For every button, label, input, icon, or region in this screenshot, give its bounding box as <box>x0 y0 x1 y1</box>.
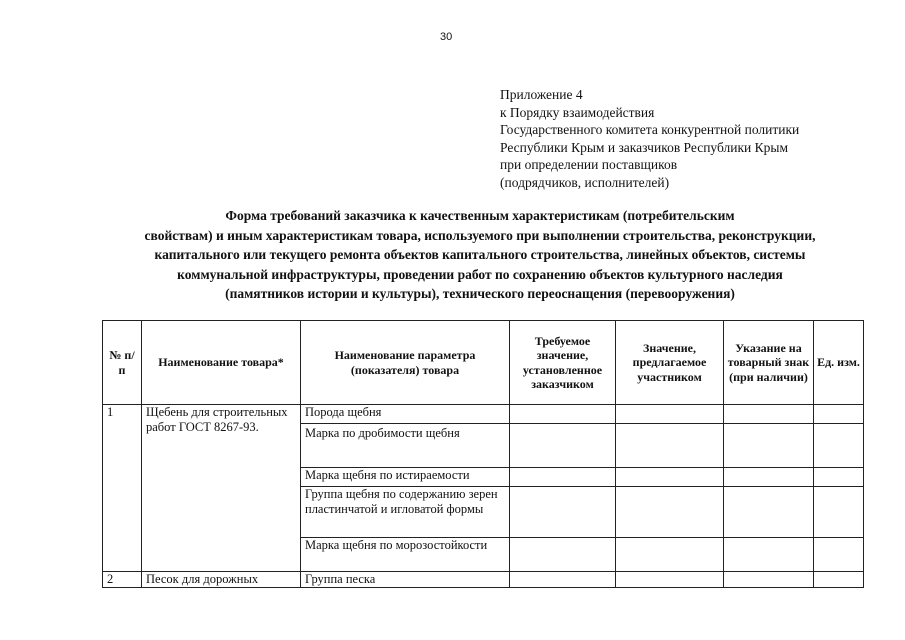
parameter-name: Марка по дробимости щебня <box>301 424 510 468</box>
trademark-cell <box>724 487 814 538</box>
unit-cell <box>814 405 864 424</box>
trademark-cell <box>724 572 814 588</box>
offered-value-cell <box>616 538 724 572</box>
annex-block <box>500 86 799 191</box>
parameter-name: Группа песка <box>301 572 510 588</box>
annex-line: Республики Крым и заказчиков Республики Крым <box>500 139 789 155</box>
required-value-cell <box>510 468 616 487</box>
offered-value-cell <box>616 487 724 538</box>
title-line: коммунальной инфраструктуры, проведении работ по сохранению объектов культурного наследия <box>177 266 783 282</box>
unit-cell <box>814 424 864 468</box>
offered-value-cell <box>616 468 724 487</box>
trademark-cell <box>724 424 814 468</box>
title-line: (памятников истории и культуры), технического переоснащения (перевооружения) <box>225 286 735 302</box>
parameter-name: Марка щебня по морозостойкости <box>301 538 510 572</box>
parameter-name: Марка щебня по истираемости <box>301 468 510 487</box>
unit-cell <box>814 468 864 487</box>
header-offered-value: Значение, предлагаемое участником <box>616 321 724 405</box>
row-number: 1 <box>103 405 142 572</box>
required-value-cell <box>510 572 616 588</box>
parameter-name: Группа щебня по содержанию зерен пластинчатой и игловатой формы <box>301 487 510 538</box>
good-name: Щебень для строительных работ ГОСТ 8267-93. <box>142 405 301 572</box>
title-line: капитального или текущего ремонта объектов капитального строительства, линейных объектов, системы <box>154 247 806 263</box>
offered-value-cell <box>616 424 724 468</box>
required-value-cell <box>510 405 616 424</box>
table-row <box>103 405 864 424</box>
parameter-name: Порода щебня <box>301 405 510 424</box>
header-unit: Ед. изм. <box>814 321 864 405</box>
requirements-table <box>102 320 864 588</box>
offered-value-cell <box>616 572 724 588</box>
header-num: № п/п <box>103 321 142 405</box>
header-good-name: Наименование товара* <box>142 321 301 405</box>
annex-line: при определении поставщиков <box>500 157 678 172</box>
good-name: Песок для дорожных <box>142 572 301 588</box>
header-parameter-name: Наименование параметра (показателя) товара <box>301 321 510 405</box>
trademark-cell <box>724 468 814 487</box>
offered-value-cell <box>616 405 724 424</box>
required-value-cell <box>510 538 616 572</box>
annex-line: (подрядчиков, исполнителей) <box>500 174 670 190</box>
unit-cell <box>814 487 864 538</box>
annex-line: Приложение 4 <box>500 87 583 102</box>
trademark-cell <box>724 538 814 572</box>
required-value-cell <box>510 487 616 538</box>
document-title <box>90 206 870 304</box>
annex-line: к Порядку взаимодействия <box>500 104 655 120</box>
page-number: 30 <box>440 31 453 43</box>
required-value-cell <box>510 424 616 468</box>
trademark-cell <box>724 405 814 424</box>
table-header-row <box>103 321 864 405</box>
header-required-value: Требуемое значение, установленное заказчиком <box>510 321 616 405</box>
title-line: свойствам) и иным характеристикам товара, используемого при выполнении строительства, реконструкции, <box>144 227 816 243</box>
table-row <box>103 572 864 588</box>
unit-cell <box>814 572 864 588</box>
title-line: Форма требований заказчика к качественным характеристикам (потребительским <box>225 208 735 223</box>
row-number: 2 <box>103 572 142 588</box>
annex-line: Государственного комитета конкурентной политики <box>500 122 800 137</box>
unit-cell <box>814 538 864 572</box>
header-trademark: Указание на товарный знак (при наличии) <box>724 321 814 405</box>
